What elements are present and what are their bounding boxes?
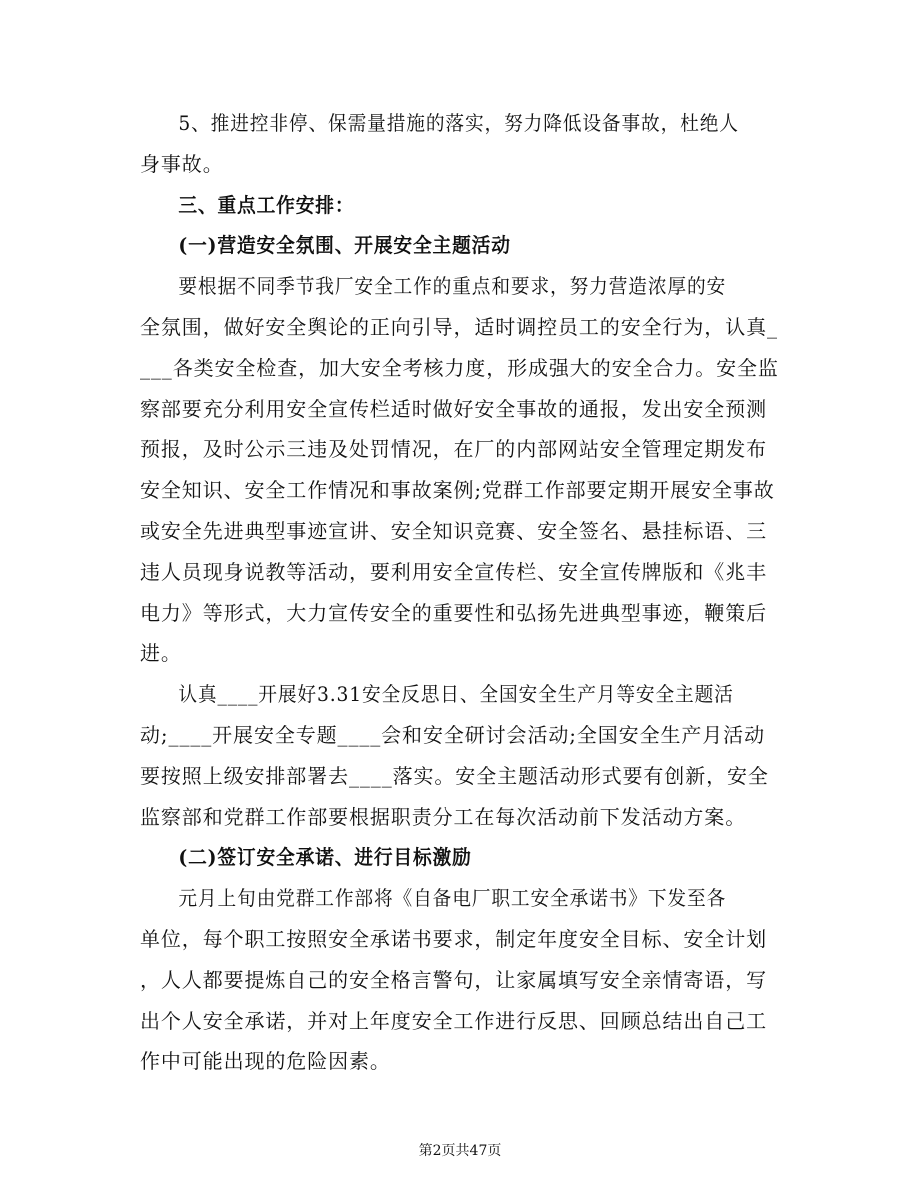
text-line: 察部要充分利用安全宣传栏适时做好安全事故的通报，发出安全预测 (140, 396, 767, 421)
text-line: 单位，每个职工按照安全承诺书要求，制定年度安全目标、安全计划 (140, 926, 767, 951)
text-line: ，人人都要提炼自己的安全格言警句，让家属填写安全亲情寄语，写 (140, 967, 767, 992)
text-line: ___各类安全检查，加大安全考核力度，形成强大的安全合力。安全监 (140, 355, 779, 380)
page-footer: 第2页共47页 (418, 1143, 502, 1159)
text-line: 全氛围，做好安全舆论的正向引导，适时调控员工的安全行为，认真_ (140, 314, 778, 339)
section-heading-line: (二)签订安全承诺、进行目标激励 (178, 845, 472, 870)
text-line: 电力》等形式，大力宣传安全的重要性和弘扬先进典型事迹，鞭策后 (140, 600, 767, 625)
section-heading-line: (一)营造安全氛围、开展安全主题活动 (178, 233, 511, 258)
text-line: 安全知识、安全工作情况和事故案例;党群工作部要定期开展安全事故 (140, 478, 775, 503)
text-line: 违人员现身说教等活动，要利用安全宣传栏、安全宣传牌版和《兆丰 (140, 559, 767, 584)
section-heading-line: 三、重点工作安排： (178, 192, 355, 217)
text-line: 动;____开展安全专题____会和安全研讨会活动;全国安全生产月活动 (140, 722, 765, 747)
text-line: 认真____开展好3.31安全反思日、全国安全生产月等安全主题活 (178, 682, 734, 707)
text-line: 元月上旬由党群工作部将《自备电厂职工安全承诺书》下发至各 (178, 886, 727, 911)
text-line: 作中可能出现的危险因素。 (140, 1049, 391, 1074)
text-line: 进。 (140, 641, 182, 666)
text-line: 要按照上级安排部署去____落实。安全主题活动形式要有创新，安全 (140, 763, 769, 788)
text-line: 或安全先进典型事迹宣讲、安全知识竞赛、安全签名、悬挂标语、三 (140, 518, 767, 543)
text-line: 身事故。 (140, 151, 224, 176)
text-line: 监察部和党群工作部要根据职责分工在每次活动前下发活动方案。 (140, 804, 747, 829)
document-body (140, 103, 780, 1082)
text-line: 出个人安全承诺，并对上年度安全工作进行反思、回顾总结出自己工 (140, 1008, 767, 1033)
text-line: 5、推进控非停、保需量措施的落实，努力降低设备事故，杜绝人 (178, 111, 739, 135)
text-line: 预报，及时公示三违及处罚情况，在厂的内部网站安全管理定期发布 (140, 437, 767, 462)
text-line: 要根据不同季节我厂安全工作的重点和要求，努力营造浓厚的安 (178, 274, 727, 299)
